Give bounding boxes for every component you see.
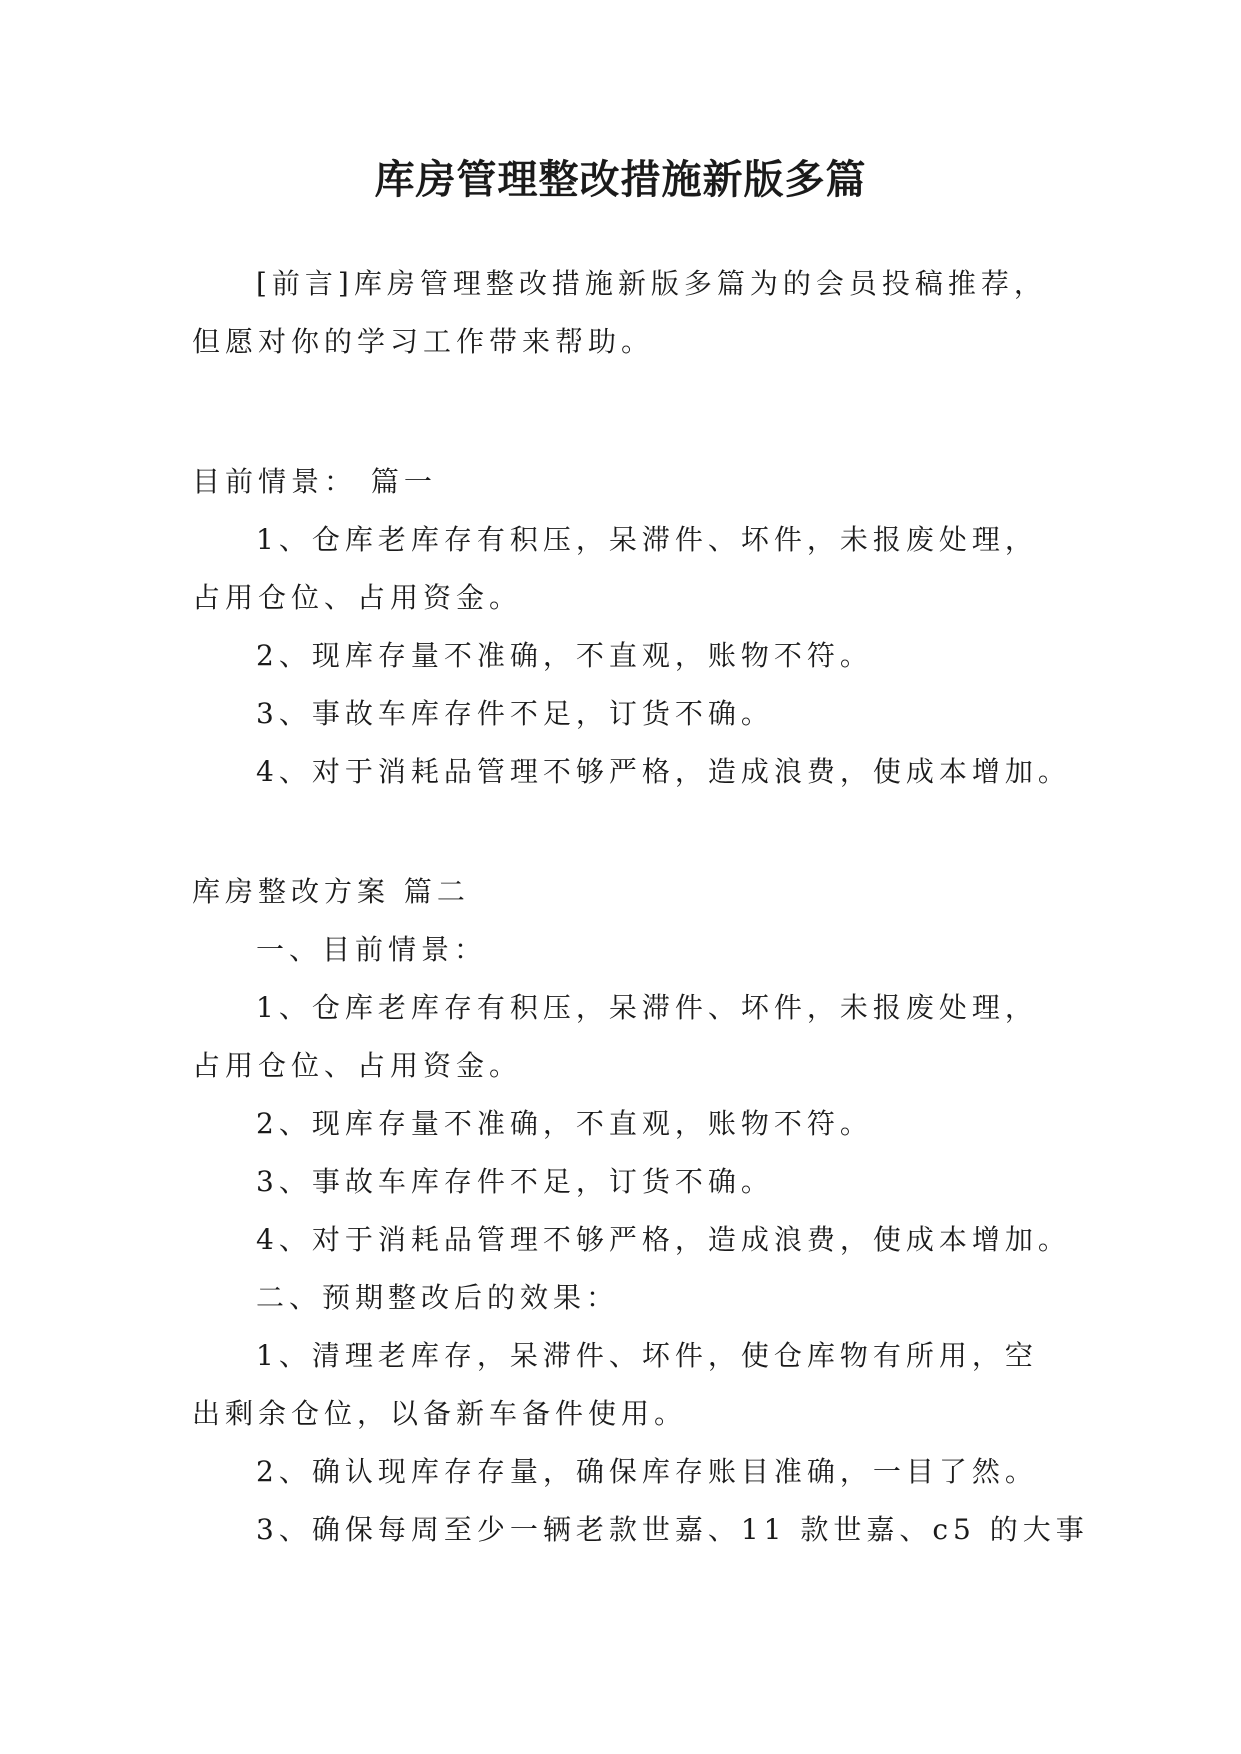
paragraph-line: 3、事故车库存件不足，订货不确。 (256, 1165, 774, 1198)
paragraph-line: 占用仓位、占用资金。 (192, 581, 523, 614)
paragraph-line: 1、仓库老库存有积压，呆滞件、坏件，未报废处理， (256, 523, 1038, 556)
preface-line-1: [前言]库房管理整改措施新版多篇为的会员投稿推荐， (256, 267, 1047, 300)
paragraph-line: 占用仓位、占用资金。 (192, 1049, 523, 1082)
paragraph-line: 1、仓库老库存有积压，呆滞件、坏件，未报废处理， (256, 991, 1038, 1024)
subsection-heading: 一、目前情景： (256, 933, 488, 966)
paragraph-line: 1、清理老库存，呆滞件、坏件，使仓库物有所用，空 (256, 1339, 1038, 1372)
paragraph-line: 2、确认现库存存量，确保库存账目准确，一目了然。 (256, 1455, 1038, 1488)
preface-line-2: 但愿对你的学习工作带来帮助。 (192, 325, 655, 358)
section-heading-2: 库房整改方案 篇二 (192, 875, 470, 908)
paragraph-line: 4、对于消耗品管理不够严格，造成浪费，使成本增加。 (256, 1223, 1071, 1256)
paragraph-line: 2、现库存量不准确，不直观，账物不符。 (256, 639, 873, 672)
paragraph-line: 2、现库存量不准确，不直观，账物不符。 (256, 1107, 873, 1140)
paragraph-line: 3、事故车库存件不足，订货不确。 (256, 697, 774, 730)
paragraph-line: 3、确保每周至少一辆老款世嘉、11 款世嘉、c5 的大事 (256, 1513, 1089, 1546)
paragraph-line: 出剩余仓位，以备新车备件使用。 (192, 1397, 688, 1430)
document-title: 库房管理整改措施新版多篇 (374, 156, 867, 203)
subsection-heading: 二、预期整改后的效果： (256, 1281, 620, 1314)
section-heading-1: 目前情景： 篇一 (192, 465, 437, 498)
paragraph-line: 4、对于消耗品管理不够严格，造成浪费，使成本增加。 (256, 755, 1071, 788)
